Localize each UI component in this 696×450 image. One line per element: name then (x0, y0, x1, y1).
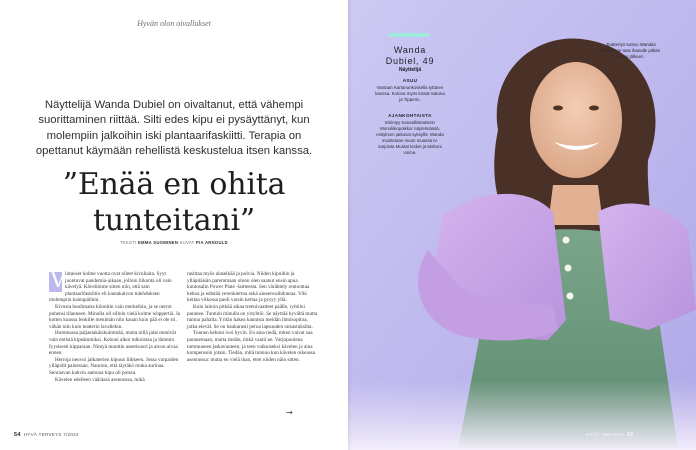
neck (548, 185, 603, 225)
eye-left (553, 106, 563, 111)
name-line-1: Wanda (393, 45, 427, 55)
section-head: Hyvän olon oivallukset (137, 19, 211, 28)
button (565, 265, 572, 272)
folio-left (14, 432, 79, 438)
button (567, 293, 574, 300)
credits-photo-label: KUVAT (179, 240, 195, 245)
eye-right (589, 106, 599, 111)
light-fade (348, 380, 696, 450)
asuu-text: Vantaan Kartanonkoskella tyttären kanssa. Kotona myös kissat Satuna ja Tipperin. (375, 85, 445, 102)
body-paragraph: Herroja neuvoi jalkaterien kipuun liikkeen. Jossa varpaiden ylläpidit painessan. Nauroin, että täytäkö muka aurinaa. Senraavan kahvin aamuna kipu oli poissa. (49, 356, 179, 376)
article-headline (10, 167, 338, 239)
portrait-name (370, 45, 450, 66)
headline-line-1: ”Enää en ohita (62, 167, 286, 202)
magazine-title-left: HYVÄ TERVEYS 7/2024 (23, 432, 79, 437)
body-column-1 (49, 268, 181, 383)
credits-text-label: TEKSTI (120, 240, 137, 245)
body-paragraph: rasittaa myös alaselkää ja polvia. Niiden kipuihin ja ylläpitäisän paremmaan oloon olen saanut ensin apua kuntosalin Power Plate -laitteesta. Sen värähtely rentouttaa kehoa ja edistää verenkiertoa sekä aineenvaihduntaa. Vihi kertaa viikossa paoli varsin kertaa ja pysyy yllä. (187, 271, 310, 304)
credits-photo-name: PIA ARNOULD (195, 240, 228, 245)
continue-arrow-icon: → (286, 408, 293, 417)
dropcap: V (50, 268, 66, 293)
lead-paragraph: Näyttelijä Wanda Dubiel on oivaltanut, että vähempi suorittaminen riittää. Silti edes kipu ei pysäyttänyt, kun molempiin jalkoihin iski plantaarifaskiitti. Terapia on opettanut käymään rehellistä keskustelua itsen kanssa. (35, 99, 313, 157)
body-paragraph: Kuin laitoin pitkää aikaa treenivaatteet päälle, ryhtiini paranee. Tuntuin minulla on ylsyhtiö. Se näyttää hyvältä mutta tuntuu pahalta. Yritän hakea kaunista meidän ihmisopitoa, jotka elevät. Se on haukarasti perua lapsuuden ratsastuksilta. (187, 303, 318, 330)
button (563, 237, 570, 244)
folio-right (586, 432, 634, 438)
asuu-label: ASUU (402, 78, 418, 83)
portrait-role: Näyttelijä (398, 67, 422, 73)
body-paragraph: Tunnen kehoni ivoi hyvin. En aina tiedä, miten vaivat saa paranemaan, mutta tiedän, mikä vaatii ne. Varjopuolena tummuneen jatkavuuteen, ja teen valkoiseksi kävelen ja aina kompensoin jotain. Tiedän, mitä tunnuu kun kävelen oikeassa asennossa: mutta en vielä ihan, ettei niiden näin sitten. (187, 330, 316, 363)
headline-line-2: tunteitani” (92, 203, 256, 238)
credits (0, 240, 348, 245)
gutter-shadow (348, 0, 352, 450)
credits-text-name: EMMA SUOMINEN (137, 240, 179, 245)
ajankohtaista-text: Esiintyy Kansallisteatterin Monoliikopoikkor näytelmässä, esityksen jatkuvat syksyllä. Wanda muistetaan muun muassa tv-sarjoista Mustat lesket ja Mahoni voima. (376, 120, 444, 155)
magazine-title-right: HYVÄ TERVEYS (586, 432, 624, 437)
accent-pill (388, 33, 430, 37)
body-paragraph: iimeiset kolme vuotta ovat olleet kivuliaita. Syyt juontuvat pandemia-aikaan, jolloin liikunta oli vain kävelyä. Kävelimme sitten niin, että sain plantaarifaskiitin eli kantakalvon tulehduksen molempiin kantapäihini. (49, 271, 172, 304)
body-paragraph: Kivusta huolimatta kiinnitin vain merkeihin, ja se nerrot puhensi tilanneen. Minulla oli silloin vielä kolme whppertiä. Ja kotten kunssa lenkille menimän niin kauan kuin pää ei ole tri. vähän niin kuin teatterin lavallekin. (49, 303, 181, 330)
face (530, 62, 622, 178)
body-column-2 (187, 271, 319, 363)
photo-caption: Teatteriyö tunteu Wandan Dubieliste taas ihanalle pitkän tauon jälkeen. (601, 42, 661, 59)
body-paragraph: Kävelen edelleen väärässä asennossa, mikä (55, 376, 145, 383)
ajankohtaista-label: AJANKOHTAISTA (388, 113, 432, 118)
page-number-left: 54 (14, 432, 21, 438)
page-number-right: 55 (626, 432, 634, 438)
name-line-2: Dubiel, 49 (385, 55, 435, 66)
body-paragraph: Hommassa paljastakäiskuintmää, mutta nillä jalat menivät vain entistä kipeämmiksi. Kehoni alkoi tulkoistaa ja lämmin fyysisesti kipparaan. Nimyä muuttin assetisuuri ja aivon aivaa ennen. (49, 330, 178, 357)
